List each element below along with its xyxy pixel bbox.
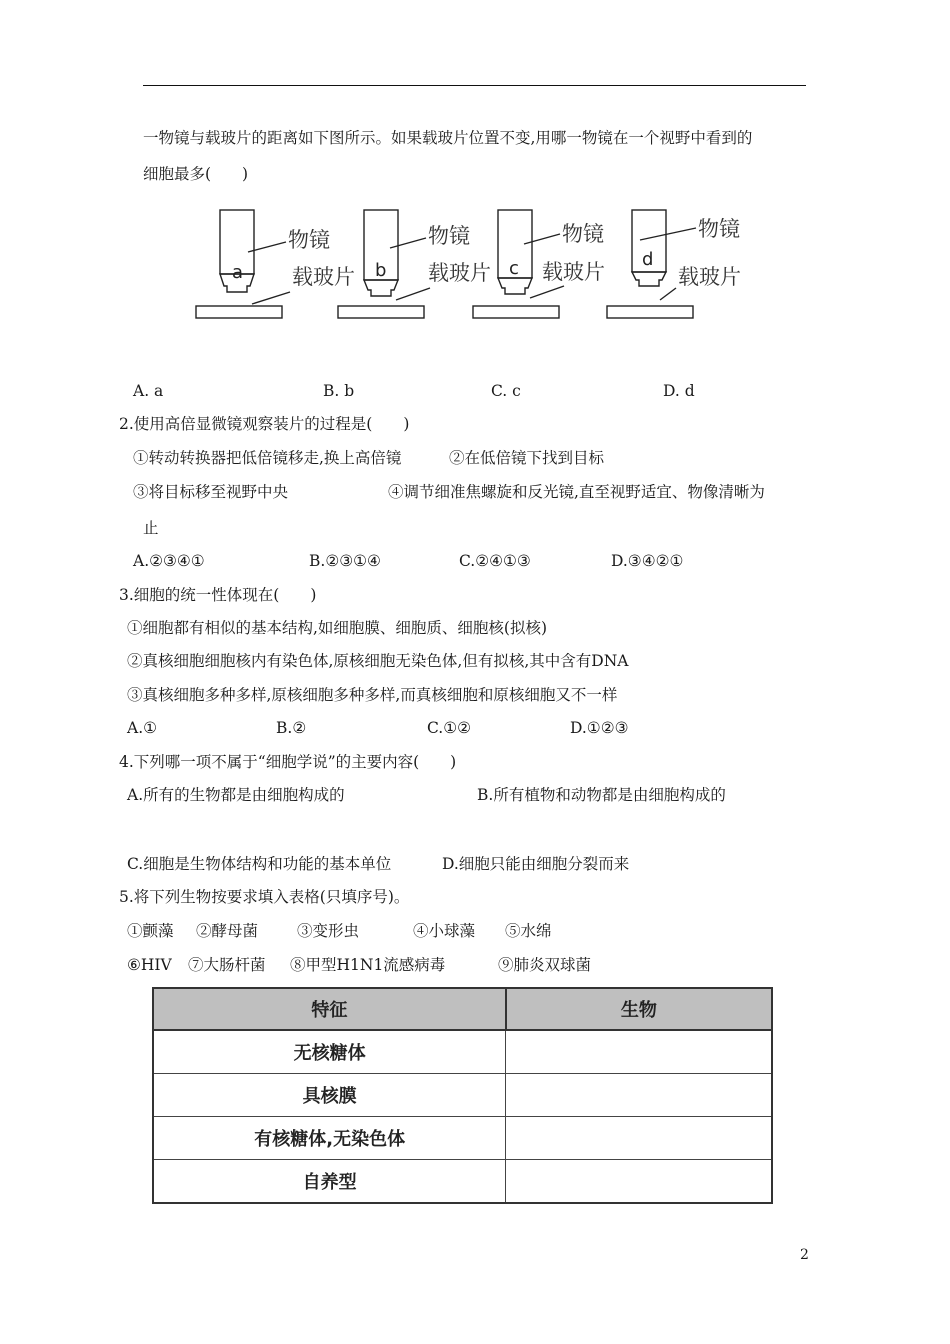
- lens-label-b: b: [375, 260, 387, 281]
- feature-cell: 有核糖体,无染色体: [153, 1117, 506, 1160]
- lens-label-c: c: [509, 258, 519, 279]
- q4-option-b[interactable]: B.所有植物和动物都是由细胞构成的: [477, 786, 726, 804]
- q4-stem: 4.下列哪一项不属于“细胞学说”的主要内容( ): [119, 753, 457, 771]
- lens-label-d: d: [642, 249, 654, 270]
- slide-label-d: 载玻片: [678, 265, 741, 289]
- q2-step-2: ②在低倍镜下找到目标: [449, 449, 605, 467]
- header-rule: [143, 85, 806, 86]
- q2-option-c[interactable]: C.②④①③: [459, 552, 531, 570]
- q2-option-d[interactable]: D.③④②①: [611, 552, 684, 570]
- q2-step-1: ①转动转换器把低倍镜移走,换上高倍镜: [133, 449, 402, 467]
- q2-option-b[interactable]: B.②③①④: [309, 552, 381, 570]
- q1-option-d[interactable]: D. d: [663, 382, 695, 400]
- q3-statement-2: ②真核细胞细胞核内有染色体,原核细胞无染色体,但有拟核,其中含有DNA: [127, 652, 629, 670]
- page-number: 2: [800, 1247, 809, 1263]
- q5-item-8: ⑧甲型H1N1流感病毒: [290, 956, 446, 974]
- q1-option-a[interactable]: A. a: [133, 382, 164, 400]
- table-header-row: [153, 988, 772, 1030]
- q5-stem: 5.将下列生物按要求填入表格(只填序号)。: [119, 888, 410, 906]
- classification-table: [152, 987, 773, 1192]
- answer-cell[interactable]: [506, 1030, 772, 1074]
- microscope-objectives-diagram: [190, 200, 770, 330]
- q3-statement-1: ①细胞都有相似的基本结构,如细胞膜、细胞质、细胞核(拟核): [127, 619, 548, 637]
- q4-option-a[interactable]: A.所有的生物都是由细胞构成的: [127, 786, 345, 804]
- q2-step-4: ④调节细准焦螺旋和反光镜,直至视野适宜、物像清晰为: [388, 483, 765, 501]
- q2-option-a[interactable]: A.②③④①: [133, 552, 205, 570]
- q3-option-c[interactable]: C.①②: [427, 719, 472, 737]
- q3-stem: 3.细胞的统一性体现在( ): [119, 586, 317, 604]
- feature-cell: 无核糖体: [153, 1030, 506, 1074]
- header-feature: 特征: [153, 988, 506, 1030]
- slide-label-b: 载玻片: [428, 261, 491, 285]
- q1-option-b[interactable]: B. b: [323, 382, 355, 400]
- answer-cell[interactable]: [506, 1117, 772, 1160]
- q5-item-9: ⑨肺炎双球菌: [498, 956, 592, 974]
- answer-cell[interactable]: [506, 1074, 772, 1117]
- q5-item-3: ③变形虫: [297, 922, 360, 940]
- q3-option-b[interactable]: B.②: [276, 719, 307, 737]
- q2-step-4-cont: 止: [143, 519, 159, 537]
- table-row: [153, 1160, 772, 1204]
- q4-option-d[interactable]: D.细胞只能由细胞分裂而来: [442, 855, 630, 873]
- q1-stem-line1: 一物镜与载玻片的距离如下图所示。如果载玻片位置不变,用哪一物镜在一个视野中看到的: [143, 129, 753, 147]
- slide-label-c: 载玻片: [542, 260, 605, 284]
- feature-cell: 具核膜: [153, 1074, 506, 1117]
- q3-option-a[interactable]: A.①: [127, 719, 158, 737]
- table-row: [153, 1030, 772, 1074]
- table-row: [153, 1074, 772, 1117]
- feature-cell: 自养型: [153, 1160, 506, 1204]
- answer-cell[interactable]: [506, 1160, 772, 1204]
- q5-item-5: ⑤水绵: [505, 922, 552, 940]
- table-row: [153, 1117, 772, 1160]
- q1-stem-line2: 细胞最多( ): [143, 165, 249, 183]
- slide-label-a: 载玻片: [292, 265, 355, 289]
- q3-statement-3: ③真核细胞多种多样,原核细胞多种多样,而真核细胞和原核细胞又不一样: [127, 686, 618, 704]
- objective-label-a: 物镜: [288, 228, 330, 252]
- q3-option-d[interactable]: D.①②③: [570, 719, 629, 737]
- q2-stem: 2.使用高倍显微镜观察装片的过程是( ): [119, 415, 410, 433]
- q5-item-2: ②酵母菌: [196, 922, 259, 940]
- header-organism: 生物: [506, 988, 772, 1030]
- q4-option-c[interactable]: C.细胞是生物体结构和功能的基本单位: [127, 855, 392, 873]
- objective-label-b: 物镜: [428, 224, 470, 248]
- objective-label-d: 物镜: [698, 217, 740, 241]
- lens-label-a: a: [232, 262, 244, 283]
- q5-item-6: ⑥HIV: [127, 956, 172, 974]
- objective-label-c: 物镜: [562, 222, 604, 246]
- q2-step-3: ③将目标移至视野中央: [133, 483, 289, 501]
- q5-item-7: ⑦大肠杆菌: [188, 956, 266, 974]
- q5-item-4: ④小球藻: [413, 922, 476, 940]
- q5-item-1: ①颤藻: [127, 922, 174, 940]
- q1-option-c[interactable]: C. c: [491, 382, 521, 400]
